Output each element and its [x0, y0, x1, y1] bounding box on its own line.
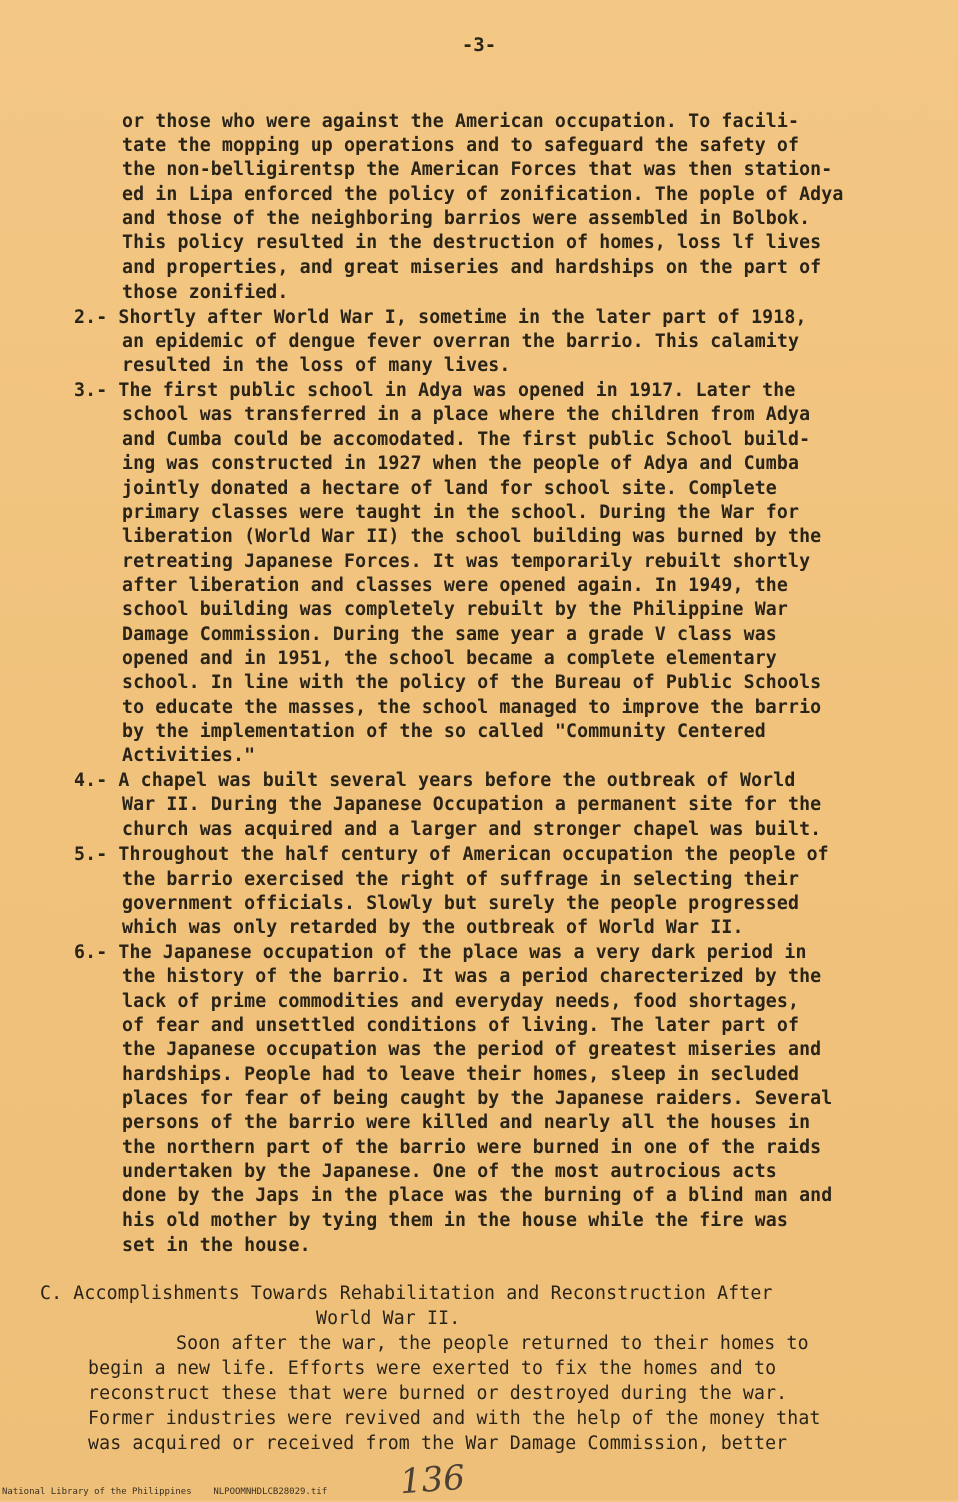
text-line: tate the mopping up operations and to safeguard the safety of — [122, 135, 800, 156]
text-line: his old mother by tying them in the house while the fire was — [122, 1210, 788, 1231]
text-line: reconstruct these that were burned or destroyed during the war. — [88, 1383, 788, 1404]
archive-footer: National Library of the Philippines NLPOOMNHDLCB28029.tif — [2, 1487, 328, 1497]
text-line: those zonified. — [122, 282, 289, 303]
text-line: set in the house. — [122, 1235, 311, 1256]
text-line: liberation (World War II) the school building was burned by the — [122, 526, 822, 547]
text-line: to educate the masses, the school managed to improve the barrio — [122, 697, 822, 718]
text-line: retreating Japanese Forces. It was temporarily rebuilt shortly — [122, 551, 811, 572]
section-c-heading-cont: World War II. — [316, 1308, 461, 1329]
list-item-2: 2.- Shortly after World War I, sometime in the later part of 1918, — [74, 307, 807, 328]
text-line: resulted in the loss of many lives. — [122, 355, 511, 376]
list-item-4: 4.- A chapel was built several years before the outbreak of World — [74, 770, 796, 791]
text-line: the history of the barrio. It was a period charecterized by the — [122, 966, 822, 987]
text-line: school building was completely rebuilt by the Philippine War — [122, 599, 788, 620]
text-line: jointly donated a hectare of land for school site. Complete — [122, 478, 777, 499]
text-line: or those who were against the American occupation. To facili- — [122, 111, 800, 132]
text-line: school was transferred in a place where the children from Adya — [122, 404, 811, 425]
text-line: the northern part of the barrio were burned in one of the raids — [122, 1137, 822, 1158]
text-line: the non-belligirentsp the American Forces that was then station- — [122, 159, 833, 180]
text-line: government officials. Slowly but surely the people progressed — [122, 893, 800, 914]
text-line: This policy resulted in the destruction of homes, loss lf lives — [122, 232, 822, 253]
section-c-heading: C. Accomplishments Towards Rehabilitation and Reconstruction After — [40, 1283, 773, 1304]
text-line: done by the Japs in the place was the burning of a blind man and — [122, 1185, 833, 1206]
text-line: begin a new life. Efforts were exerted to fix the homes and to — [88, 1358, 777, 1379]
list-item-3: 3.- The first public school in Adya was opened in 1917. Later the — [74, 380, 796, 401]
text-line: and properties, and great miseries and hardships on the part of — [122, 257, 822, 278]
text-line: lack of prime commodities and everyday needs, food shortages, — [122, 991, 800, 1012]
text-line: by the implementation of the so called "Community Centered — [122, 721, 766, 742]
text-line: and those of the neighboring barrios were assembled in Bolbok. — [122, 208, 811, 229]
text-line: Damage Commission. During the same year a grade V class was — [122, 624, 777, 645]
text-line: ed in Lipa enforced the policy of zonification. The pople of Adya — [122, 184, 844, 205]
text-line: was acquired or received from the War Damage Commission, better — [88, 1433, 788, 1454]
list-item-6: 6.- The Japanese occupation of the place was a very dark period in — [74, 942, 807, 963]
text-line: places for fear of being caught by the Japanese raiders. Several — [122, 1088, 833, 1109]
text-line: and Cumba could be accomodated. The first public School build- — [122, 429, 811, 450]
text-line: the barrio exercised the right of suffrage in selecting their — [122, 869, 800, 890]
text-line: of fear and unsettled conditions of living. The later part of — [122, 1015, 800, 1036]
text-line: Soon after the war, the people returned to their homes to — [176, 1333, 809, 1354]
text-line: opened and in 1951, the school became a complete elementary — [122, 648, 777, 669]
text-line: persons of the barrio were killed and nearly all the houses in — [122, 1112, 811, 1133]
text-line: an epidemic of dengue fever overran the barrio. This calamity — [122, 331, 800, 352]
text-line: school. In line with the policy of the Bureau of Public Schools — [122, 672, 822, 693]
text-line: primary classes were taught in the school. During the War for — [122, 502, 800, 523]
text-line: Former industries were revived and with the help of the money that — [88, 1408, 821, 1429]
page-number: -3- — [461, 34, 497, 56]
text-line: hardships. People had to leave their homes, sleep in secluded — [122, 1064, 800, 1085]
text-line: which was only retarded by the outbreak of World War II. — [122, 917, 744, 938]
text-line: undertaken by the Japanese. One of the most autrocious acts — [122, 1161, 777, 1182]
text-line: church was acquired and a larger and stronger chapel was built. — [122, 819, 822, 840]
text-line: Activities." — [122, 745, 256, 766]
text-line: War II. During the Japanese Occupation a permanent site for the — [122, 794, 822, 815]
text-line: ing was constructed in 1927 when the people of Adya and Cumba — [122, 453, 800, 474]
text-line: after liberation and classes were opened again. In 1949, the — [122, 575, 788, 596]
text-line: the Japanese occupation was the period of greatest miseries and — [122, 1039, 822, 1060]
handwritten-page-number: 136 — [398, 1457, 467, 1502]
list-item-5: 5.- Throughout the half century of American occupation the people of — [74, 844, 829, 865]
